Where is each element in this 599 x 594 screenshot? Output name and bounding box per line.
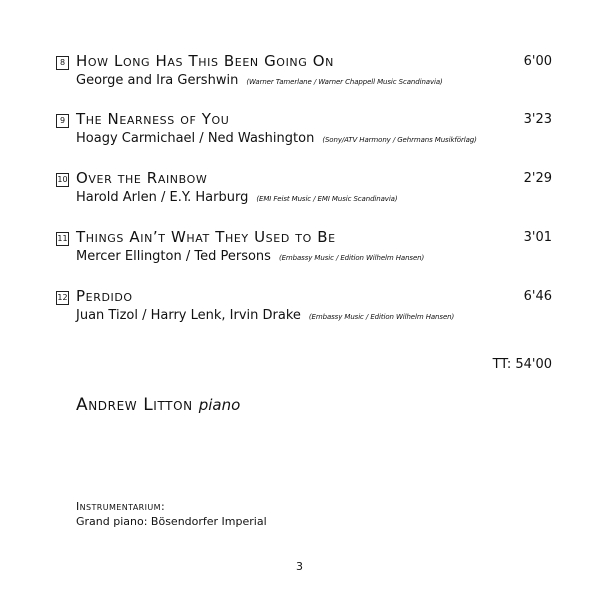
track-publisher: (Warner Tamerlane / Warner Chappell Music Scandinavia)	[246, 78, 443, 86]
track-publisher: (Embassy Music / Edition Wilhelm Hansen)	[278, 254, 425, 262]
track-composers: Mercer Ellington / Ted Persons	[76, 249, 271, 264]
track-number-badge: 11	[56, 232, 69, 246]
track-composers: Juan Tizol / Harry Lenk, Irvin Drake	[76, 308, 301, 323]
track-composers: George and Ira Gershwin	[76, 73, 239, 88]
track-duration: 6'46	[523, 289, 552, 304]
performer	[76, 395, 240, 415]
performer-role: piano	[198, 396, 241, 414]
track-publisher: (EMI Feist Music / EMI Music Scandinavia)	[256, 195, 398, 203]
track-credits	[76, 308, 454, 323]
track-title: Things Ain’t What They Used to Be	[76, 228, 336, 246]
track-number-badge: 12	[56, 291, 69, 305]
track-duration: 3'23	[523, 112, 552, 127]
track-publisher: (Embassy Music / Edition Wilhelm Hansen)	[308, 313, 455, 321]
track-title: Perdido	[76, 287, 133, 305]
track-title: How Long Has This Been Going On	[76, 52, 334, 70]
track-title: Over the Rainbow	[76, 169, 208, 187]
track-title: The Nearness of You	[76, 110, 230, 128]
track-publisher: (Sony/ATV Harmony / Gehrmans Musikförlag)	[322, 136, 477, 144]
total-time: TT: 54'00	[492, 357, 552, 372]
track-number-badge: 9	[56, 114, 69, 128]
performer-name: Andrew Litton	[76, 395, 193, 415]
track-duration: 6'00	[523, 54, 552, 69]
track-duration: 2'29	[523, 171, 552, 186]
track-duration: 3'01	[523, 230, 552, 245]
track-composers: Hoagy Carmichael / Ned Washington	[76, 131, 315, 146]
track-number-badge: 8	[56, 56, 69, 70]
instrumentarium-text: Grand piano: Bösendorfer Imperial	[76, 515, 267, 528]
track-credits	[76, 190, 398, 205]
track-composers: Harold Arlen / E.Y. Harburg	[76, 190, 249, 205]
instrumentarium-heading: Instrumentarium:	[76, 500, 166, 513]
page-number: 3	[296, 560, 303, 573]
track-credits	[76, 73, 443, 88]
track-credits	[76, 249, 424, 264]
track-credits	[76, 131, 477, 146]
track-number-badge: 10	[56, 173, 69, 187]
